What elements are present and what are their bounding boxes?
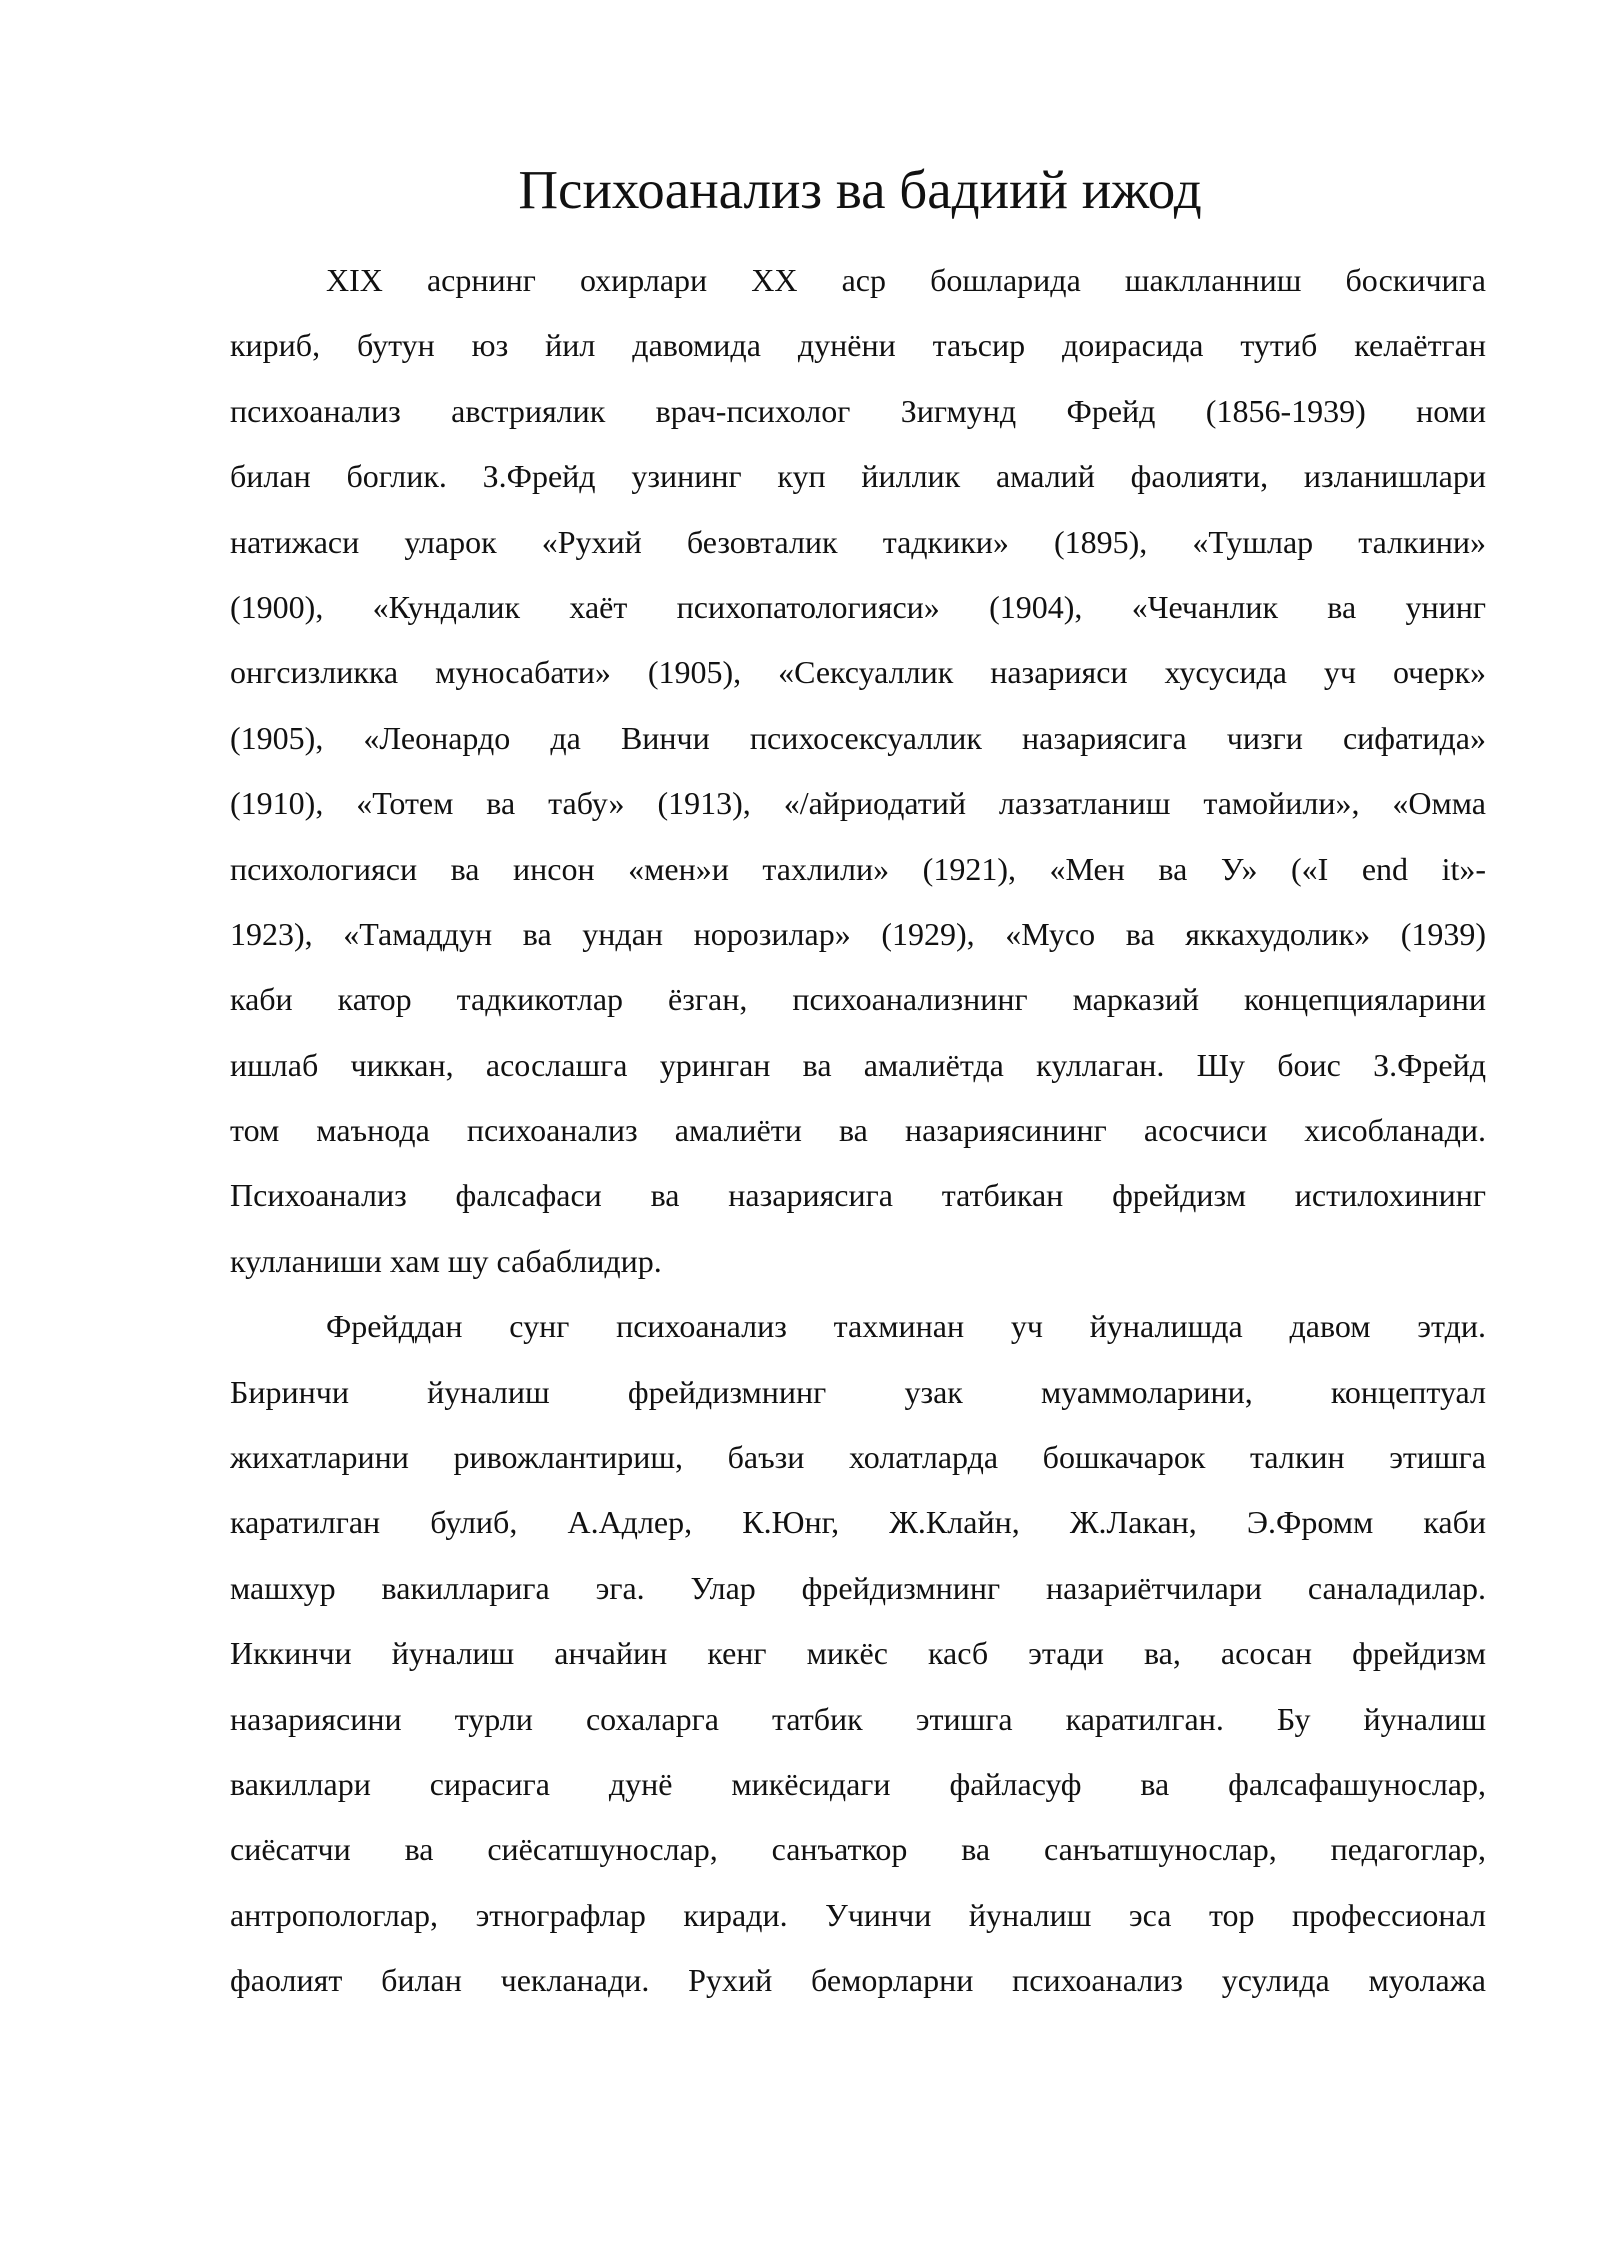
- paragraph-line: (1905), «Леонардо да Винчи психосексуаллик назариясига чизги сифатида»: [230, 719, 1486, 756]
- paragraph-line: кулланиши хам шу сабаблидир.: [230, 1242, 662, 1279]
- paragraph-line: онгсизликка муносабати» (1905), «Сексуаллик назарияси хусусида уч очерк»: [230, 654, 1486, 691]
- paragraph-line: психоанализ австриялик врач-психолог Зигмунд Фрейд (1856-1939) номи: [230, 392, 1486, 429]
- paragraph-line: вакиллари сирасига дунё микёсидаги файласуф ва фалсафашунослар,: [230, 1765, 1486, 1802]
- paragraph-line: натижаси уларок «Рухий безовталик тадкики» (1895), «Тушлар талкини»: [230, 523, 1486, 560]
- paragraph-line: Фрейддан сунг психоанализ тахминан уч йуналишда давом этди.: [326, 1308, 1486, 1345]
- paragraph-line: (1900), «Кундалик хаёт психопатологияси» (1904), «Чечанлик ва унинг: [230, 588, 1486, 625]
- paragraph-1: [230, 248, 1486, 1294]
- paragraph-line: сиёсатчи ва сиёсатшунослар, санъаткор ва санъатшунослар, педагоглар,: [230, 1831, 1486, 1868]
- paragraph-line: жихатларини ривожлантириш, баъзи холатларда бошкачарок талкин этишга: [230, 1439, 1486, 1476]
- paragraph-2: [230, 1294, 1486, 2013]
- paragraph-line: ишлаб чиккан, асослашга уринган ва амалиётда куллаган. Шу боис З.Фрейд: [230, 1046, 1486, 1083]
- paragraph-line: 1923), «Тамаддун ва ундан норозилар» (1929), «Мусо ва яккахудолик» (1939): [230, 915, 1486, 952]
- paragraph-line: назариясини турли сохаларга татбик этишга каратилган. Бу йуналиш: [230, 1700, 1486, 1737]
- paragraph-line: XIX асрнинг охирлари XX аср бошларида шаклланниш боскичига: [326, 262, 1486, 298]
- paragraph-line: Иккинчи йуналиш анчайин кенг микёс касб этади ва, асосан фрейдизм: [230, 1635, 1486, 1672]
- document-body: [230, 248, 1486, 2014]
- paragraph-line: билан боглик. З.Фрейд узининг куп йиллик амалий фаолияти, изланишлари: [230, 458, 1486, 495]
- paragraph-line: машхур вакилларига эга. Улар фрейдизмнинг назариётчилари саналадилар.: [230, 1569, 1486, 1606]
- paragraph-line: каратилган булиб, А.Адлер, К.Юнг, Ж.Клайн, Ж.Лакан, Э.Фромм каби: [230, 1504, 1486, 1541]
- paragraph-line: кириб, бутун юз йил давомида дунёни таъсир доирасида тутиб келаётган: [230, 327, 1486, 364]
- paragraph-line: (1910), «Тотем ва табу» (1913), «/айриодатий лаззатланиш тамойили», «Омма: [230, 785, 1486, 822]
- document-title: Психоанализ ва бадиий ижод: [518, 159, 1202, 220]
- paragraph-line: психологияси ва инсон «мен»и тахлили» (1921), «Мен ва У» («I end it»-: [230, 850, 1486, 887]
- paragraph-line: каби катор тадкикотлар ёзган, психоанализнинг марказий концепцияларини: [230, 981, 1486, 1018]
- paragraph-line: Психоанализ фалсафаси ва назариясига татбикан фрейдизм истилохининг: [230, 1177, 1486, 1214]
- paragraph-line: Биринчи йуналиш фрейдизмнинг узак муаммоларини, концептуал: [230, 1373, 1486, 1410]
- paragraph-line: том маънода психоанализ амалиёти ва назариясининг асосчиси хисобланади.: [230, 1112, 1486, 1149]
- paragraph-line: фаолият билан чекланади. Рухий беморларни психоанализ усулида муолажа: [230, 1962, 1486, 1999]
- paragraph-line: антропологлар, этнографлар киради. Учинчи йуналиш эса тор профессионал: [230, 1896, 1486, 1933]
